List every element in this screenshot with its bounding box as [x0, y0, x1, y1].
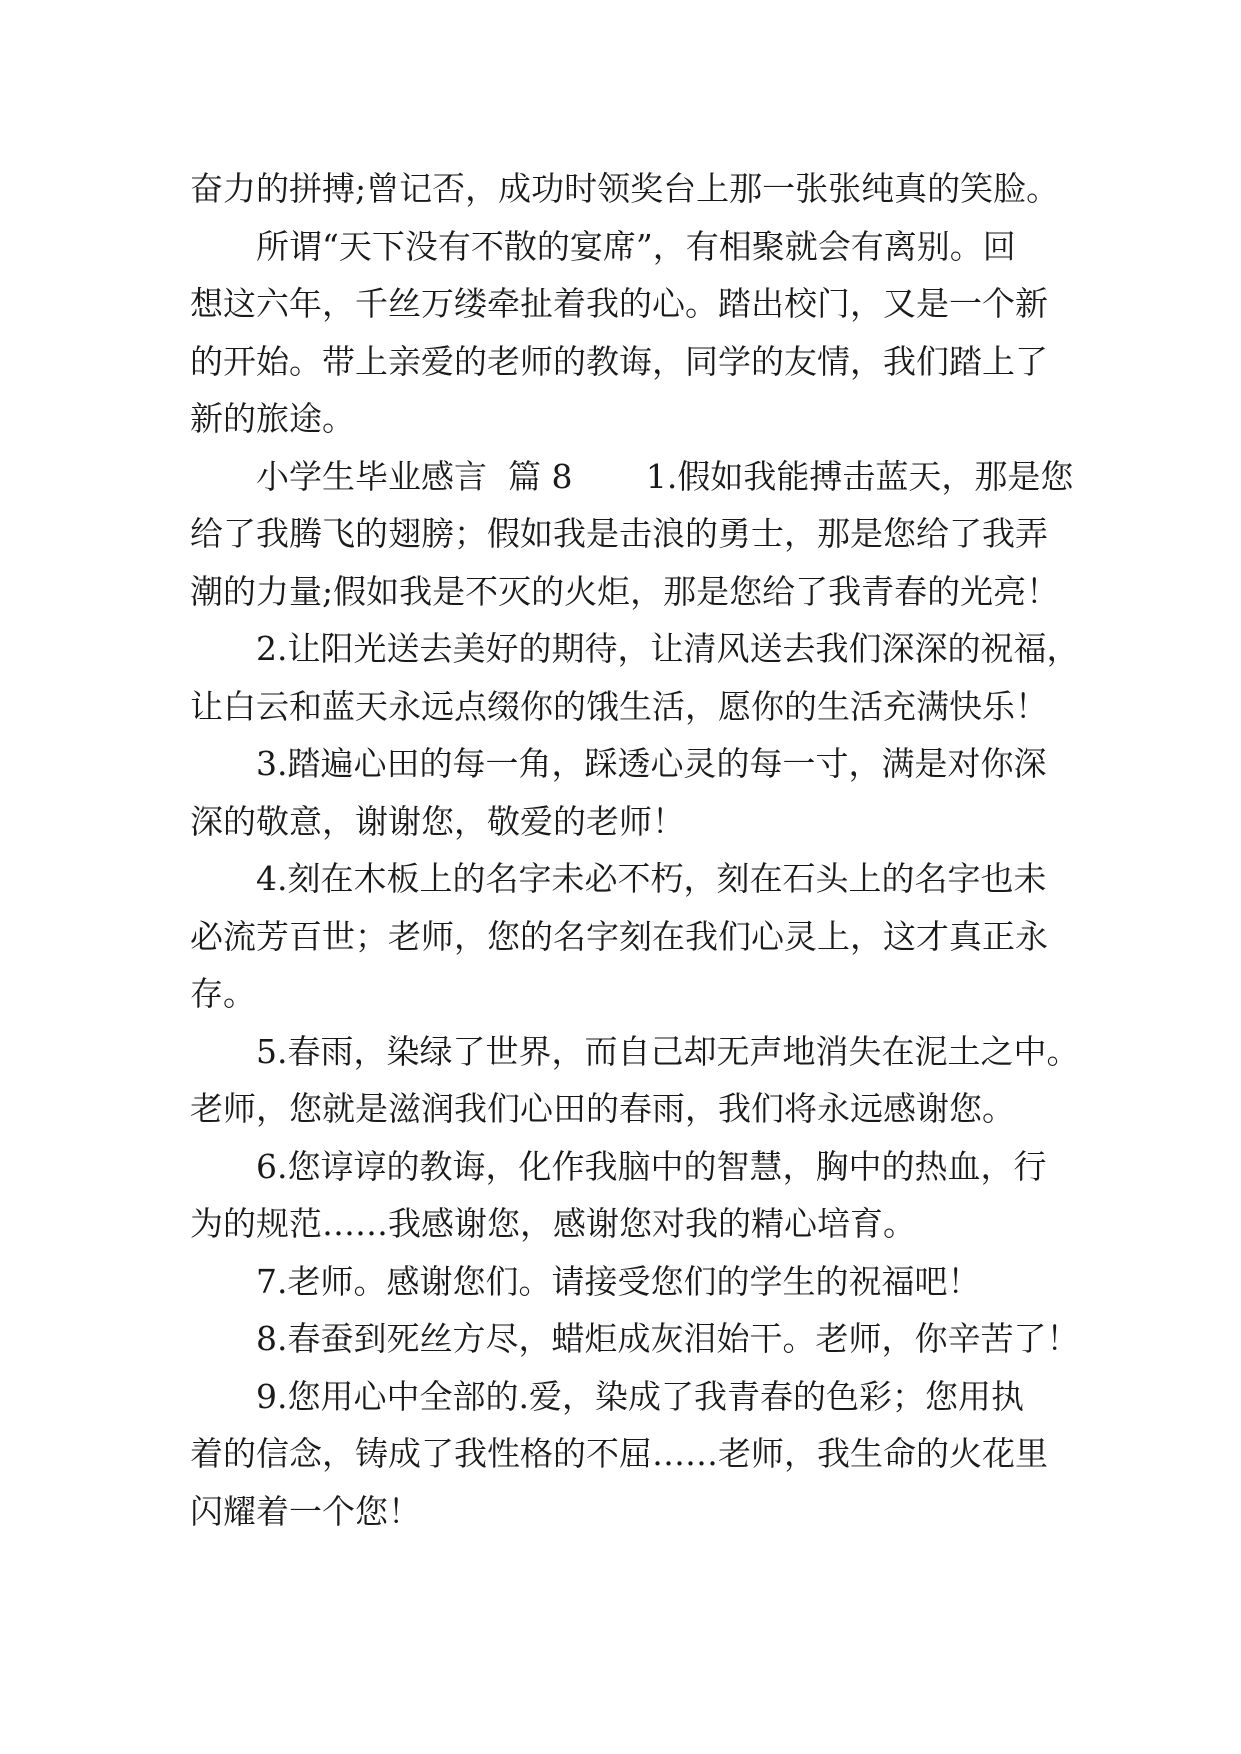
text-line: 潮的力量;假如我是不灭的火炬，那是您给了我青春的光亮！: [190, 571, 1060, 611]
text-line: 闪耀着一个您！: [190, 1491, 421, 1531]
text-line: 为的规范……我感谢您，感谢您对我的精心培育。: [190, 1204, 916, 1243]
text-line: 让白云和蓝天永远点缀你的饿生活，愿你的生活充满快乐！: [190, 686, 1048, 726]
text-line: 的开始。带上亲爱的老师的教诲，同学的友情，我们踏上了: [190, 341, 1048, 381]
text-line: 9.您用心中全部的.爱，染成了我青春的色彩；您用执: [256, 1376, 1024, 1416]
text-line: 奋力的拼搏;曾记否，成功时领奖台上那一张张纯真的笑脸。: [190, 169, 1060, 208]
text-line: 3.踏遍心田的每一角，踩透心灵的每一寸，满是对你深: [256, 744, 1047, 783]
section-heading-line: 小学生毕业感言 篇 8 1.假如我能搏击蓝天，那是您: [256, 456, 1074, 496]
text-line: 所谓“天下没有不散的宴席”，有相聚就会有离别。回: [256, 226, 1016, 266]
text-line: 5.春雨，染绿了世界，而自己却无声地消失在泥土之中。: [256, 1031, 1080, 1071]
text-line: 给了我腾飞的翅膀；假如我是击浪的勇士，那是您给了我弄: [190, 514, 1048, 553]
text-line: 6.您谆谆的教诲，化作我脑中的智慧，胸中的热血，行: [256, 1146, 1047, 1186]
text-line: 4.刻在木板上的名字未必不朽，刻在石头上的名字也未: [256, 859, 1047, 898]
document-body: [190, 160, 1080, 1540]
text-line: 深的敬意，谢谢您，敬爱的老师！: [190, 801, 685, 841]
text-line: 8.春蚕到死丝方尽，蜡炬成灰泪始干。老师，你辛苦了！: [256, 1319, 1080, 1358]
text-line: 着的信念，铸成了我性格的不屈……老师，我生命的火花里: [190, 1434, 1048, 1473]
text-line: 2.让阳光送去美好的期待，让清风送去我们深深的祝福，: [256, 629, 1080, 668]
text-line: 老师，您就是滋润我们心田的春雨，我们将永远感谢您。: [190, 1089, 1015, 1128]
text-line: 想这六年，千丝万缕牵扯着我的心。踏出校门，又是一个新: [190, 284, 1048, 323]
text-line: 必流芳百世；老师，您的名字刻在我们心灵上，这才真正永: [190, 916, 1048, 956]
text-line: 7.老师。感谢您们。请接受您们的学生的祝福吧！: [256, 1261, 981, 1301]
text-line: 存。: [190, 974, 256, 1013]
text-line: 新的旅途。: [190, 399, 355, 438]
